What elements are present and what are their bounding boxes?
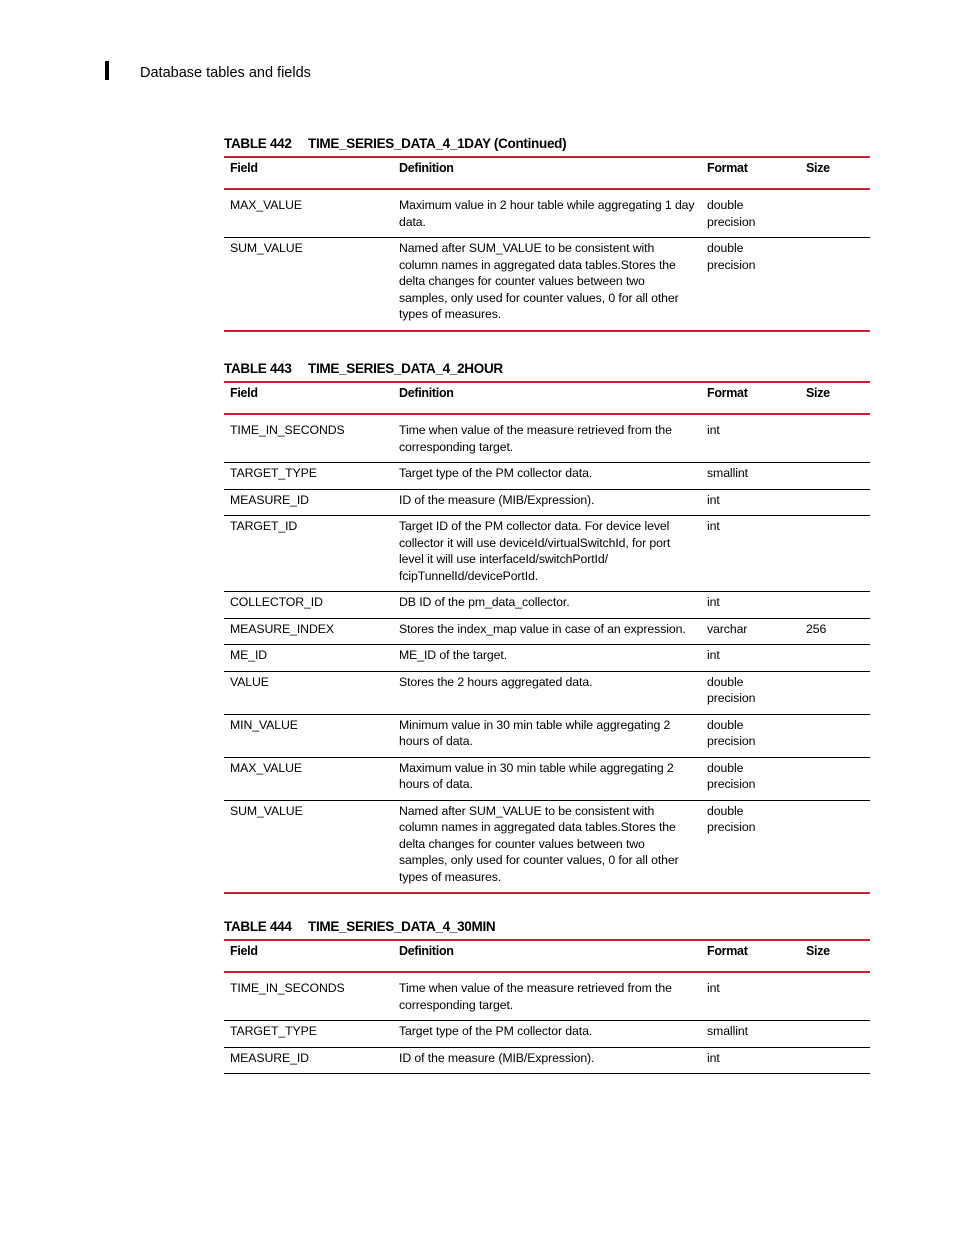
definition-cell: Time when value of the measure retrieved from the corresponding target.: [399, 423, 672, 454]
data-table: [224, 381, 870, 894]
table-row: [224, 592, 870, 619]
format-cell: double precision: [707, 803, 756, 834]
table-row: [224, 238, 870, 331]
field-cell: TARGET_TYPE: [230, 1024, 317, 1038]
format-cell: int: [707, 981, 720, 995]
running-header: Database tables and fields: [140, 65, 311, 81]
margin-change-bar: [105, 61, 109, 80]
field-cell: MEASURE_ID: [230, 1050, 309, 1065]
definition-cell: Named after SUM_VALUE to be consistent with column names in aggregated data tables.Stores the delta changes for counter values between two samples, only used for counter values, 0 for all other types of measures.: [399, 803, 679, 884]
table-row: [224, 189, 870, 238]
table-header-row: [224, 940, 870, 972]
field-cell: ME_ID: [230, 648, 268, 662]
table-caption: [224, 919, 870, 939]
column-header: Size: [806, 161, 830, 175]
data-table: [224, 939, 870, 1074]
table-row: [224, 645, 870, 672]
column-header: Format: [707, 386, 748, 400]
table-443: [224, 361, 870, 894]
format-cell: smallint: [707, 466, 748, 480]
table-row: [224, 463, 870, 490]
field-cell: MEASURE_INDEX: [230, 621, 334, 636]
column-header: Definition: [399, 386, 454, 400]
definition-cell: Stores the 2 hours aggregated data.: [399, 674, 593, 689]
definition-cell: DB ID of the pm_data_collector.: [399, 595, 570, 609]
definition-cell: Minimum value in 30 min table while aggregating 2 hours of data.: [399, 717, 671, 748]
table-444: [224, 919, 870, 1074]
format-cell: int: [707, 595, 720, 609]
format-cell: double precision: [707, 241, 756, 272]
definition-cell: Stores the index_map value in case of an expression.: [399, 621, 686, 636]
table-row: [224, 671, 870, 714]
table-row: [224, 414, 870, 463]
format-cell: smallint: [707, 1024, 748, 1038]
format-cell: int: [707, 519, 720, 533]
field-cell: MAX_VALUE: [230, 760, 302, 775]
definition-cell: Target type of the PM collector data.: [399, 466, 593, 480]
column-header: Definition: [399, 944, 454, 958]
field-cell: MEASURE_ID: [230, 492, 309, 507]
definition-cell: Maximum value in 30 min table while aggregating 2 hours of data.: [399, 760, 674, 791]
format-cell: int: [707, 1050, 720, 1065]
size-cell: [800, 489, 870, 516]
size-cell: [800, 1021, 870, 1048]
size-cell: [800, 238, 870, 331]
data-table: [224, 156, 870, 332]
size-cell: [800, 414, 870, 463]
definition-cell: Target type of the PM collector data.: [399, 1024, 593, 1038]
format-cell: varchar: [707, 621, 748, 636]
table-row: [224, 516, 870, 592]
field-cell: TIME_IN_SECONDS: [230, 423, 345, 437]
definition-cell: ID of the measure (MIB/Expression).: [399, 1050, 595, 1065]
column-header: Size: [806, 944, 830, 958]
definition-cell: Named after SUM_VALUE to be consistent with column names in aggregated data tables.Stores the delta changes for counter values between two samples, only used for counter values, 0 for all other types of measures.: [399, 241, 679, 321]
format-cell: int: [707, 492, 720, 507]
column-header: Format: [707, 944, 748, 958]
column-header: Field: [230, 944, 258, 958]
size-cell: 256: [806, 621, 827, 636]
format-cell: double precision: [707, 198, 756, 229]
table-row: [224, 714, 870, 757]
table-title: TIME_SERIES_DATA_4_2HOUR: [308, 361, 503, 376]
field-cell: MIN_VALUE: [230, 717, 298, 732]
definition-cell: ID of the measure (MIB/Expression).: [399, 492, 595, 507]
table-row: [224, 1047, 870, 1074]
format-cell: int: [707, 648, 720, 662]
format-cell: double precision: [707, 674, 756, 705]
field-cell: TARGET_ID: [230, 519, 298, 533]
format-cell: int: [707, 423, 720, 437]
table-number: TABLE 444: [224, 919, 292, 934]
size-cell: [800, 463, 870, 490]
table-caption: [224, 361, 870, 381]
table-row: [224, 800, 870, 893]
definition-cell: Maximum value in 2 hour table while aggregating 1 day data.: [399, 198, 695, 229]
table-number: TABLE 442: [224, 136, 292, 151]
table-442: [224, 136, 870, 332]
size-cell: [800, 189, 870, 238]
column-header: Field: [230, 386, 258, 400]
table-row: [224, 972, 870, 1021]
table-caption: [224, 136, 870, 156]
size-cell: [800, 757, 870, 800]
format-cell: double precision: [707, 717, 756, 748]
column-header: Format: [707, 161, 748, 175]
size-cell: [800, 972, 870, 1021]
table-header-row: [224, 382, 870, 414]
size-cell: [800, 645, 870, 672]
table-row: [224, 1021, 870, 1048]
column-header: Definition: [399, 161, 454, 175]
table-number: TABLE 443: [224, 361, 292, 376]
field-cell: COLLECTOR_ID: [230, 595, 323, 609]
size-cell: [800, 800, 870, 893]
column-header: Field: [230, 161, 258, 175]
field-cell: MAX_VALUE: [230, 198, 302, 212]
table-title: TIME_SERIES_DATA_4_30MIN: [308, 919, 496, 934]
table-header-row: [224, 157, 870, 189]
size-cell: [800, 1047, 870, 1074]
column-header: Size: [806, 386, 830, 400]
definition-cell: Time when value of the measure retrieved from the corresponding target.: [399, 981, 672, 1012]
field-cell: TIME_IN_SECONDS: [230, 981, 345, 995]
format-cell: double precision: [707, 760, 756, 791]
size-cell: [800, 714, 870, 757]
field-cell: TARGET_TYPE: [230, 466, 317, 480]
table-row: [224, 757, 870, 800]
field-cell: VALUE: [230, 674, 269, 689]
table-title: TIME_SERIES_DATA_4_1DAY (Continued): [308, 136, 567, 151]
definition-cell: ME_ID of the target.: [399, 648, 508, 662]
size-cell: [800, 671, 870, 714]
table-row: [224, 489, 870, 516]
field-cell: SUM_VALUE: [230, 803, 303, 818]
size-cell: [800, 516, 870, 592]
table-row: [224, 618, 870, 645]
definition-cell: Target ID of the PM collector data. For device level collector it will use deviceId/virtualSwitchId, for port level it will use interfaceId/switchPortId/ fcipTunnelId/devicePortId.: [399, 519, 671, 583]
field-cell: SUM_VALUE: [230, 241, 303, 255]
size-cell: [800, 592, 870, 619]
